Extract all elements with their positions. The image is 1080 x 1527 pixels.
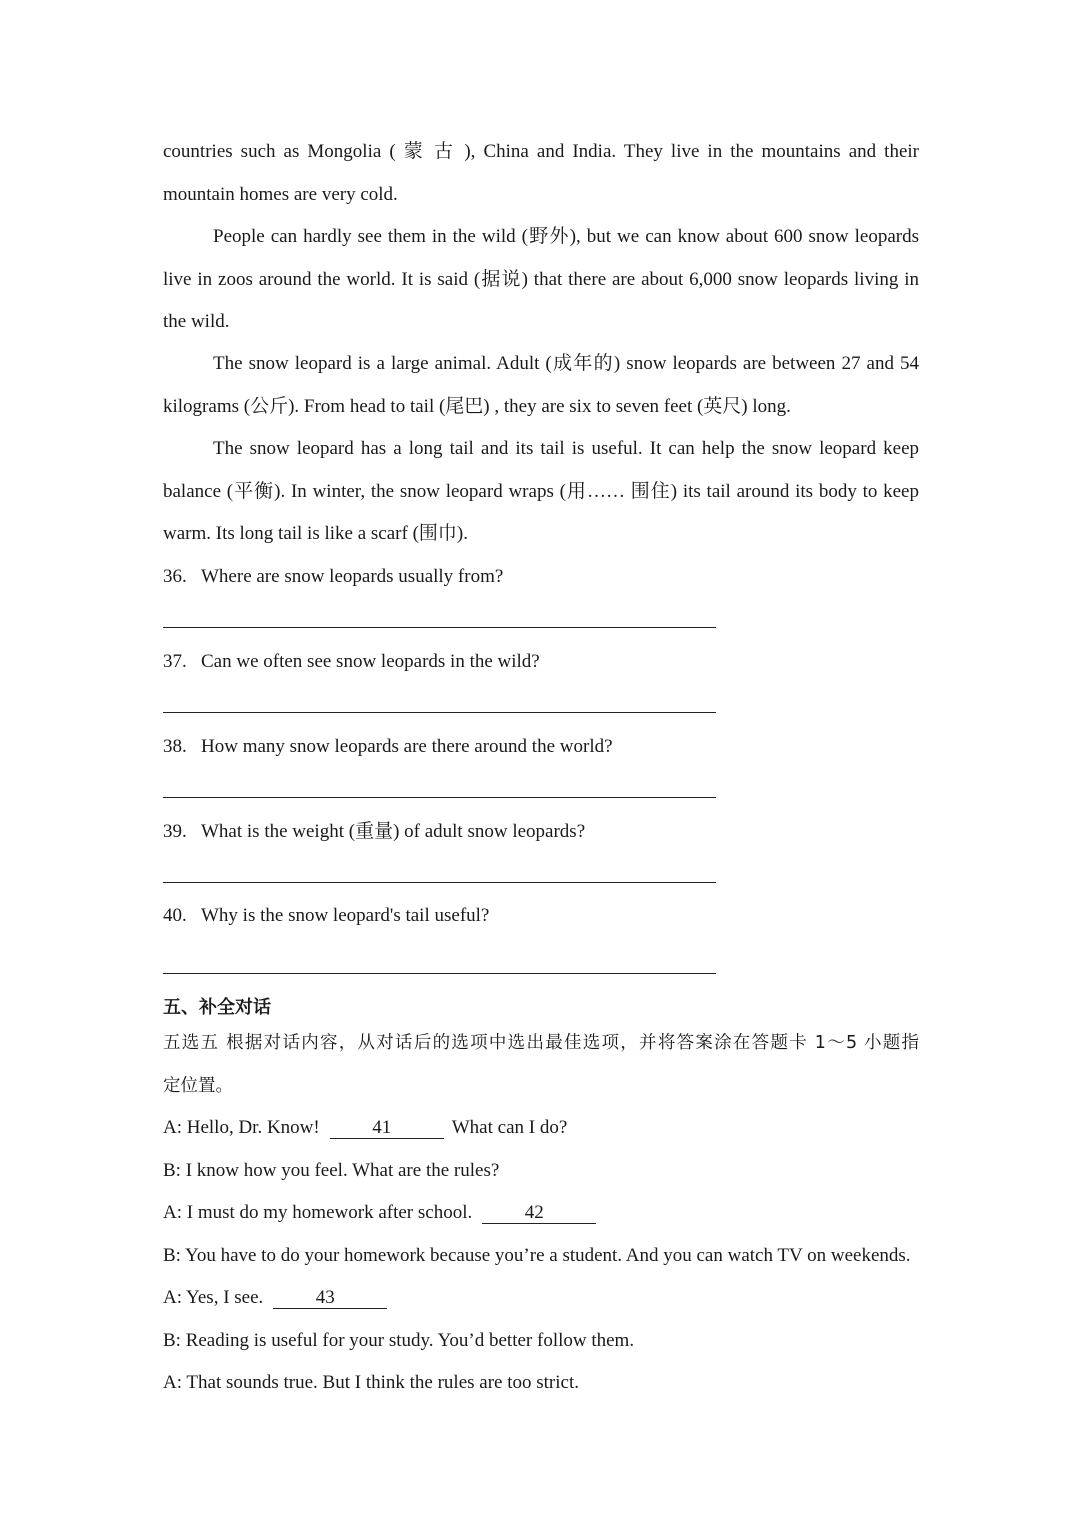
passage-line: kilograms (公斤). From head to tail (尾巴) , they are six to seven feet (英尺) long.: [163, 396, 791, 417]
answer-line-37[interactable]: [163, 712, 716, 713]
dialogue-line: B: I know how you feel. What are the rules?: [163, 1160, 500, 1181]
answer-line-40[interactable]: [163, 973, 716, 974]
passage-line: The snow leopard has a long tail and its tail is useful. It can help the snow leopard keep: [213, 438, 919, 459]
blank-43[interactable]: [273, 1288, 387, 1309]
answer-line-39[interactable]: [163, 882, 716, 883]
question-text: Why is the snow leopard's tail useful?: [201, 905, 490, 926]
passage-line: mountain homes are very cold.: [163, 184, 398, 205]
question-text: What is the weight (重量) of adult snow leopards?: [201, 821, 586, 842]
question-number: 36.: [163, 566, 187, 587]
question-number: 38.: [163, 736, 187, 757]
passage-line: live in zoos around the world. It is said (据说) that there are about 6,000 snow leopards living in: [163, 269, 919, 290]
dialogue-line: [163, 1115, 919, 1141]
dialogue-line: [163, 1285, 919, 1311]
blank-number: 41: [372, 1117, 392, 1138]
dialogue-line: B: Reading is useful for your study. You’d better follow them.: [163, 1330, 635, 1351]
answer-line-36[interactable]: [163, 627, 716, 628]
section-instruction: 五选五 根据对话内容，从对话后的选项中选出最佳选项，并将答案涂在答题卡 1～5 小题指: [163, 1033, 919, 1053]
question-text: How many snow leopards are there around the world?: [201, 736, 613, 757]
blank-number: 43: [315, 1287, 335, 1308]
dialogue-text: What can I do?: [451, 1117, 568, 1138]
blank-41[interactable]: [330, 1118, 444, 1139]
passage-line: countries such as Mongolia ( 蒙 古 ), China and India. They live in the mountains and their: [163, 141, 919, 162]
question-39: [163, 819, 919, 845]
dialogue-text: A: Hello, Dr. Know!: [163, 1117, 320, 1138]
question-text: Where are snow leopards usually from?: [201, 566, 504, 587]
section-title: 五、补全对话: [163, 997, 271, 1018]
dialogue-line: A: That sounds true. But I think the rules are too strict.: [163, 1372, 579, 1393]
passage-line: People can hardly see them in the wild (野外), but we can know about 600 snow leopards: [213, 226, 919, 247]
question-37: [163, 649, 919, 675]
question-number: 39.: [163, 821, 187, 842]
dialogue-line: [163, 1200, 919, 1226]
question-40: [163, 903, 919, 929]
dialogue-text: A: Yes, I see.: [163, 1287, 264, 1308]
section-instruction: 定位置。: [163, 1076, 233, 1096]
dialogue-line: B: You have to do your homework because you’re a student. And you can watch TV on weekends.: [163, 1245, 911, 1266]
answer-line-38[interactable]: [163, 797, 716, 798]
passage-line: the wild.: [163, 311, 230, 332]
question-36: [163, 564, 919, 590]
question-text: Can we often see snow leopards in the wild?: [201, 651, 540, 672]
question-number: 40.: [163, 905, 187, 926]
blank-number: 42: [524, 1202, 544, 1223]
blank-42[interactable]: [482, 1203, 596, 1224]
passage-line: warm. Its long tail is like a scarf (围巾).: [163, 523, 468, 544]
question-38: [163, 734, 919, 760]
question-number: 37.: [163, 651, 187, 672]
passage-line: The snow leopard is a large animal. Adult (成年的) snow leopards are between 27 and 54: [213, 353, 919, 374]
dialogue-text: A: I must do my homework after school.: [163, 1202, 473, 1223]
passage-line: balance (平衡). In winter, the snow leopard wraps (用…… 围住) its tail around its body to keep: [163, 481, 919, 502]
